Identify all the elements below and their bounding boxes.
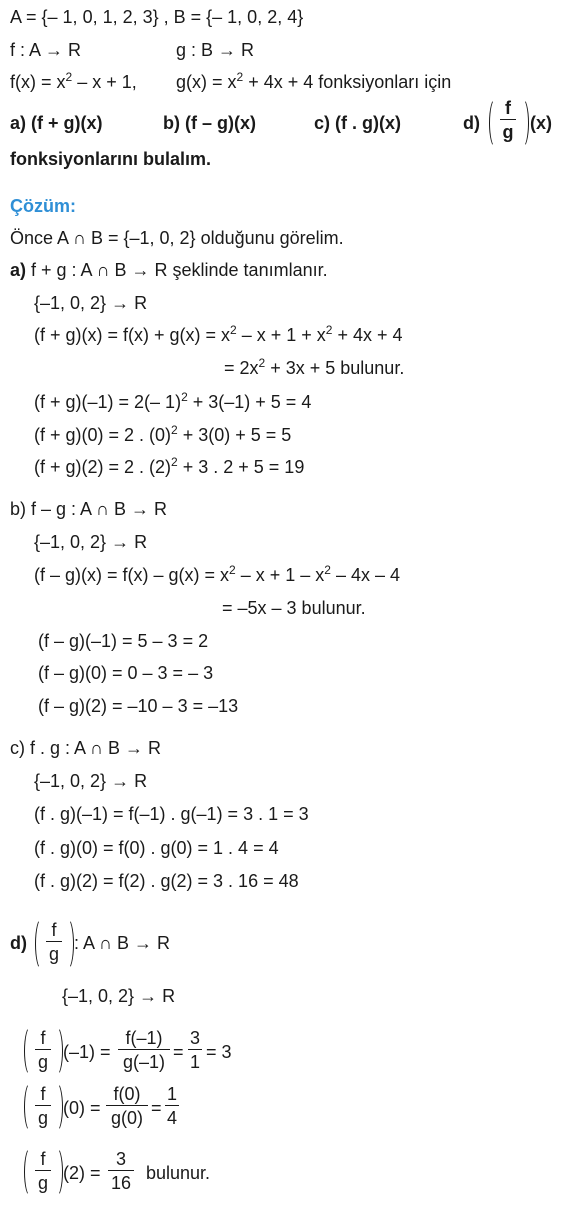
part-b-value-neg1: (f – g)(–1) = 5 – 3 = 2 (38, 631, 209, 651)
solution-heading: Çözüm: (10, 196, 76, 216)
d-row1-quotient: f(–1) g(–1) (118, 1028, 170, 1072)
d-row2-quotient: f(0) g(0) (106, 1084, 148, 1128)
d-row3-right-paren (50, 1147, 63, 1197)
part-a-heading-text: f + g : A ∩ B → R şeklinde tanımlanır. (26, 260, 328, 280)
part-b-definition: $(f - g)(x) = f(x) - g(x) = x^2 - x + 1 - x^2 - 4x - 4$ (34, 563, 401, 585)
task-c: c) (f . g)(x) (314, 113, 401, 133)
part-c-value-0: (f . g)(0) = f(0) . g(0) = 1 . 4 = 4 (34, 838, 279, 858)
d-row3-argument: (2) = (63, 1163, 101, 1183)
function-g-formula: $g(x) = x^2 + 4x + 4$ fonksiyonları için (176, 70, 452, 92)
part-b-value-2: (f – g)(2) = –10 – 3 = –13 (38, 696, 239, 716)
d-row2-fg-fraction: f g (35, 1084, 51, 1128)
part-c-heading: c) f . g : A ∩ B → R (10, 738, 161, 758)
function-g-mapping: g : B → R (176, 40, 255, 60)
part-b-result: = –5x – 3 bulunur. (222, 598, 366, 618)
solution-intro: Önce A ∩ B = {–1, 0, 2} olduğunu görelim. (10, 228, 344, 248)
part-c-domain: {–1, 0, 2} → R (34, 771, 148, 791)
d-row1-argument: (–1) = (63, 1042, 111, 1062)
task-a: a) (f + g)(x) (10, 113, 103, 133)
part-a-heading: a) f + g : A ∩ B → R şeklinde tanımlanır. (10, 260, 328, 280)
part-d-heading-text: : A ∩ B → R (74, 933, 170, 953)
part-d-label: d) (10, 933, 27, 953)
part-d-right-paren (61, 918, 74, 970)
d-row1-value-fraction: 3 1 (189, 1028, 200, 1072)
part-a-value-0: (f + g)(0) = 2 . $(0)^2 + 3(0) + 5 = 5$ (34, 423, 292, 445)
d-row1-fg-fraction: f g (35, 1028, 51, 1072)
part-a-result: = $2x^2 + 3x + 5$ bulunur. (224, 356, 405, 378)
d-row1-eq: = (173, 1042, 184, 1062)
task-d-suffix: (x) (530, 113, 552, 133)
part-b-heading: b) f – g : A ∩ B → R (10, 499, 167, 519)
function-f-mapping: f : A → R (10, 40, 82, 60)
d-row3-value-fraction: 3 16 (108, 1149, 134, 1193)
task-closing: fonksiyonlarını bulalım. (10, 149, 212, 169)
d-row2-argument: (0) = (63, 1098, 101, 1118)
d-row2-value-fraction: 1 4 (166, 1084, 177, 1128)
function-f-formula: $f(x) = x^2 - x + 1$, (10, 70, 137, 92)
d-row3-result: bulunur. (146, 1163, 211, 1183)
task-d-label: d) (463, 113, 480, 133)
part-a-value-neg1: (f + g)(–1) = 2(– 1)$^2$ + 3(–1) + 5 = 4 (34, 390, 312, 412)
d-row3-fg-fraction: f g (35, 1149, 51, 1193)
part-a-value-2: (f + g)(2) = 2 . $(2)^2 + 3$ . 2 + 5 = 19 (34, 455, 305, 477)
part-d-fraction: f g (46, 920, 62, 964)
part-a-domain: {–1, 0, 2} → R (34, 293, 148, 313)
part-a-definition: $(f + g)(x) = f(x) + g(x) = x^2 - x + 1 + x^2 + 4x + 4$ (34, 323, 403, 345)
part-c-value-2: (f . g)(2) = f(2) . g(2) = 3 . 16 = 48 (34, 871, 299, 891)
part-d-domain: {–1, 0, 2} → R (62, 986, 176, 1006)
d-row2-right-paren (50, 1082, 63, 1132)
set-definitions: A = {– 1, 0, 1, 2, 3} , B = {– 1, 0, 2, 4} (10, 7, 304, 27)
d-row1-result: = 3 (206, 1042, 232, 1062)
task-d-fraction: f g (500, 98, 516, 142)
task-b: b) (f – g)(x) (163, 113, 256, 133)
task-d-right-paren (516, 98, 529, 148)
part-b-value-0: (f – g)(0) = 0 – 3 = – 3 (38, 663, 214, 683)
d-row1-right-paren (50, 1026, 63, 1076)
part-b-domain: {–1, 0, 2} → R (34, 532, 148, 552)
d-row2-eq: = (151, 1098, 162, 1118)
part-c-value-neg1: (f . g)(–1) = f(–1) . g(–1) = 3 . 1 = 3 (34, 804, 309, 824)
